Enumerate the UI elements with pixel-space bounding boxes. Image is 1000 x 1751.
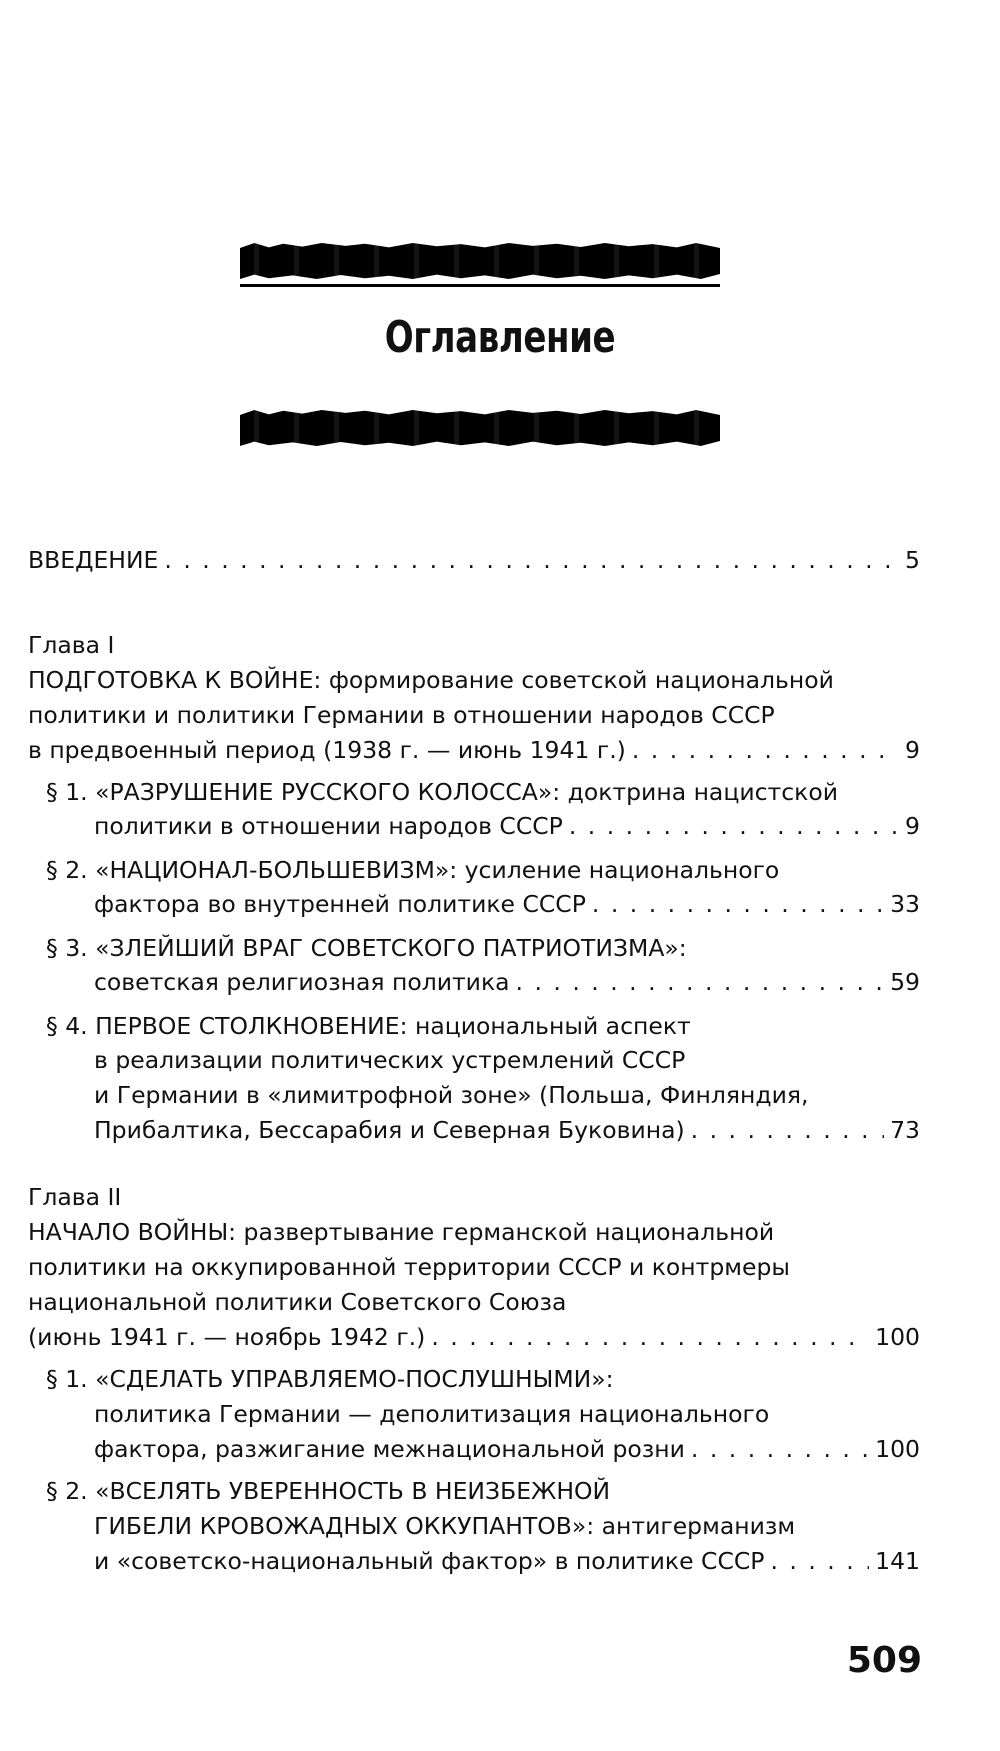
section-title-line[interactable]: и Германии в «лимитрофной зоне» (Польша, Финляндия,: [94, 1081, 809, 1109]
section-title-line[interactable]: § 2. «НАЦИОНАЛ-БОЛЬШЕВИЗМ»: усиление национального: [46, 856, 780, 884]
section-title-line[interactable]: § 3. «ЗЛЕЙШИЙ ВРАГ СОВЕТСКОГО ПАТРИОТИЗМА»:: [46, 934, 687, 962]
chapter-title-line[interactable]: ПОДГОТОВКА К ВОЙНЕ: формирование советской национальной: [28, 666, 834, 694]
toc-entry-title: (июнь 1941 г. — ноябрь 1942 г.): [28, 1323, 426, 1351]
section-title-last-line[interactable]: [94, 889, 920, 919]
section-title-last-line[interactable]: [94, 1546, 920, 1576]
chapter-label: Глава II: [28, 1183, 122, 1211]
dot-leader: [592, 889, 884, 919]
chapter-title-line[interactable]: национальной политики Советского Союза: [28, 1288, 567, 1316]
toc-page-number: 141: [875, 1547, 920, 1575]
top-ornament-band: [240, 243, 720, 279]
section-title-last-line[interactable]: [94, 1115, 920, 1145]
page-number: 509: [846, 1640, 922, 1681]
dot-leader: [516, 967, 885, 997]
bottom-ornament-band: [240, 410, 720, 446]
chapter-title-last-line[interactable]: [28, 1322, 920, 1352]
section-title-line[interactable]: § 1. «СДЕЛАТЬ УПРАВЛЯЕМО-ПОСЛУШНЫМИ»:: [46, 1365, 614, 1393]
section-title-line[interactable]: ГИБЕЛИ КРОВОЖАДНЫХ ОККУПАНТОВ»: антигерманизм: [94, 1512, 796, 1540]
page-title: Оглавление: [384, 312, 616, 363]
chapter-label: Глава I: [28, 631, 115, 659]
toc-page-number: 100: [875, 1323, 920, 1351]
toc-entry-title: Прибалтика, Бессарабия и Северная Буковина): [94, 1116, 685, 1144]
toc-page-number: 59: [890, 968, 920, 996]
dot-leader: [164, 545, 899, 575]
chapter-title-line[interactable]: политики и политики Германии в отношении народов СССР: [28, 701, 775, 729]
toc-entry-title: фактора во внутренней политике СССР: [94, 890, 586, 918]
section-title-last-line[interactable]: [94, 811, 920, 841]
toc-entry-title: советская религиозная политика: [94, 968, 510, 996]
dot-leader: [569, 811, 899, 841]
section-title-line[interactable]: § 1. «РАЗРУШЕНИЕ РУССКОГО КОЛОССА»: доктрина нацистской: [46, 778, 838, 806]
section-title-line[interactable]: § 2. «ВСЕЛЯТЬ УВЕРЕННОСТЬ В НЕИЗБЕЖНОЙ: [46, 1477, 611, 1505]
toc-page-number: 33: [890, 890, 920, 918]
dot-leader: [770, 1546, 869, 1576]
section-title-last-line[interactable]: [94, 967, 920, 997]
section-title-line[interactable]: в реализации политических устремлений СССР: [94, 1046, 686, 1074]
dot-leader: [632, 735, 899, 765]
toc-entry-title: фактора, разжигание межнациональной розни: [94, 1435, 685, 1463]
dot-leader: [431, 1322, 869, 1352]
top-rule: [240, 284, 720, 287]
toc-entry-title: и «советско-национальный фактор» в политике СССР: [94, 1547, 765, 1575]
toc-page-number: 5: [905, 546, 920, 574]
toc-entry-intro[interactable]: [28, 545, 920, 575]
section-title-last-line[interactable]: [94, 1434, 920, 1464]
toc-page-number: 9: [905, 736, 920, 764]
toc-entry-title: политики в отношении народов СССР: [94, 812, 563, 840]
chapter-title-line[interactable]: политики на оккупированной территории СССР и контрмеры: [28, 1253, 790, 1281]
section-title-line[interactable]: политика Германии — деполитизация национального: [94, 1400, 770, 1428]
dot-leader: [691, 1434, 869, 1464]
chapter-title-line[interactable]: НАЧАЛО ВОЙНЫ: развертывание германской национальной: [28, 1218, 775, 1246]
toc-entry-title: в предвоенный период (1938 г. — июнь 1941 г.): [28, 736, 626, 764]
section-title-line[interactable]: § 4. ПЕРВОЕ СТОЛКНОВЕНИЕ: национальный аспект: [46, 1012, 691, 1040]
toc-page-number: 100: [875, 1435, 920, 1463]
toc-entry-title: ВВЕДЕНИЕ: [28, 546, 159, 574]
dot-leader: [691, 1115, 884, 1145]
chapter-title-last-line[interactable]: [28, 735, 920, 765]
toc-page-number: 73: [890, 1116, 920, 1144]
toc-page-number: 9: [905, 812, 920, 840]
